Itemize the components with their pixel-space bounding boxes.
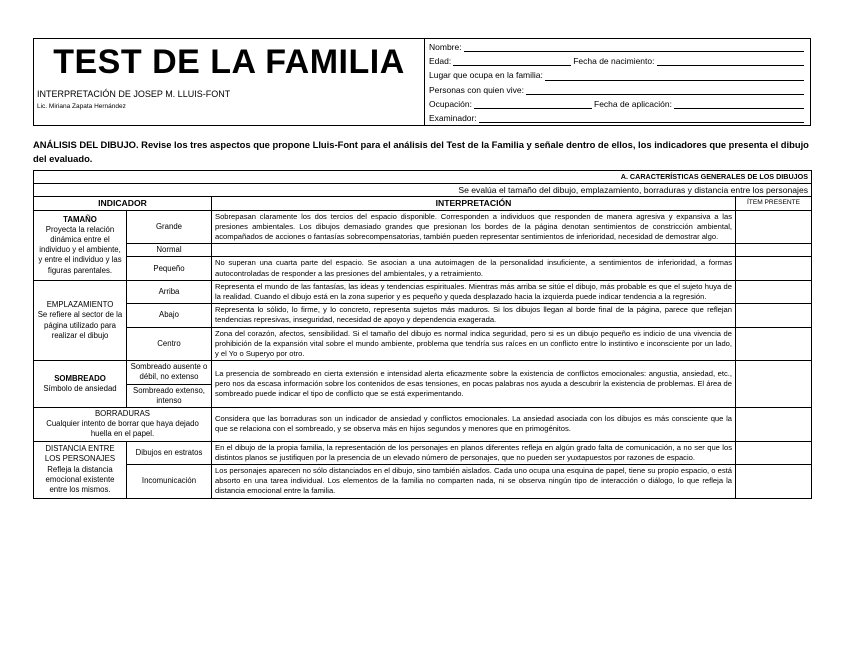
item-checkbox[interactable] [736,408,812,442]
field-label: Edad: [429,56,452,67]
subindicator-incomunicacion: Incomunicación [127,465,212,499]
indicator-distancia [34,441,127,498]
interpretation-pequeno: No superan una cuarta parte del espacio. Se asocian a una autoimagen de la personalidad insuficiente, a sentimientos de inferioridad, a formas autocontroladas de responder a las presiones del ambientales, y a retraimiento. [212,257,736,280]
section-title: A. CARACTERÍSTICAS GENERALES DE LOS DIBUJOS [34,171,812,184]
field-line[interactable] [479,114,804,123]
column-header-indicador: INDICADOR [34,197,212,210]
subindicator-grande: Grande [127,210,212,244]
subindicator-sombreado-extenso: Sombreado extenso, intenso [127,384,212,407]
interpretation-grande: Sobrepasan claramente los dos tercios del espacio disponible. Corresponden a individuos que responden de manera agresiva y expansiva a las presiones ambientales. Los dibujos demasiado grandes que presionan los bordes de la página denotan sentimientos de constricción ambiental, acompañados de acciones o fantasías sobrecompensatorias, también pueden representar sentimientos de inferioridad, necesidad de demostrar algo. [212,210,736,244]
interpretation-centro: Zona del corazón, afectos, sensibilidad. Si el tamaño del dibujo es normal indica seguridad, pero si es un dibujo pequeño es indicio de una vivencia de prohibición de la expansión vital sobre el mundo ambiente, problema que tendría sus raíces en un conflicto entre lo instintivo e inconsciente por un lado, y el Yo o Superyo por otro. [212,327,736,361]
field-lugar[interactable] [429,68,806,82]
item-checkbox[interactable] [736,257,812,280]
field-personas[interactable] [429,83,806,97]
interpretation-normal [212,244,736,257]
interpretation-incomunicacion: Los personajes aparecen no sólo distanciados en el dibujo, sino también aislados. Cada uno ocupa una esquina de papel, tiene su propio espacio, o está absorto en una tarea individual. Los elementos de la familia no comparten nada, ni se observa ningún tipo de interacción o diálogo, lo que refleja la distancia emocional entre la familia. [212,465,736,499]
patient-fields [425,39,810,125]
indicator-borraduras [34,408,212,442]
indicator-desc: Símbolo de ansiedad [43,384,117,394]
field-line[interactable] [545,72,804,81]
section-description: Se evalúa el tamaño del dibujo, emplazamiento, borraduras y distancia entre los personajes [34,184,812,197]
table-row [34,441,812,464]
field-line[interactable] [474,100,592,109]
item-checkbox[interactable] [736,361,812,408]
intro-instructions [33,138,811,166]
indicator-desc: Se refiere al sector de la página utilizado para realizar el dibujo [37,310,123,340]
field-label: Ocupación: [429,98,472,109]
field-line[interactable] [453,57,571,66]
indicator-desc: Proyecta la relación dinámica entre el individuo y el ambiente, y entre el individuo y las figuras parentales. [38,224,122,275]
section-description-row [34,184,812,197]
item-checkbox[interactable] [736,465,812,499]
item-checkbox[interactable] [736,280,812,303]
table-row [34,408,812,442]
indicator-desc: Cualquier intento de borrar que haya dejado huella en el papel. [46,419,199,439]
subindicator-centro: Centro [127,327,212,361]
interpretation-borraduras: Considera que las borraduras son un indicador de ansiedad y conflictos emocionales. La ansiedad asociada con los dibujos es más consciente que la que se relaciona con el sombreado, y se observa más en hijos segundos y menores que en primogénitos. [212,408,736,442]
indicator-title: BORRADURAS [94,409,151,419]
subindicator-pequeno: Pequeño [127,257,212,280]
field-label: Personas con quien vive: [429,84,524,95]
field-nombre[interactable] [429,40,806,54]
item-checkbox[interactable] [736,327,812,361]
header-box [33,38,811,126]
indicator-sombreado [34,361,127,408]
field-label: Fecha de nacimiento: [573,56,655,67]
subindicator-estratos: Dibujos en estratos [127,441,212,464]
intro-text: Revise los tres aspectos que propone Lluis-Font para el análisis del Test de la Familia y señale dentro de ellos, los indicadores que presenta el dibujo del evaluado. [33,139,809,164]
document-author: Lic. Miriana Zapata Hernández [37,103,126,110]
indicator-emplazamiento [34,280,127,360]
table-row [34,304,812,327]
field-edad[interactable] [429,54,806,68]
table-row [34,244,812,257]
field-label: Fecha de aplicación: [594,98,672,109]
section-title-row [34,171,812,184]
field-label: Nombre: [429,42,462,52]
table-row [34,210,812,244]
subindicator-sombreado-ausente: Sombreado ausente o débil, no extenso [127,361,212,384]
column-header-item: ÍTEM PRESENTE [736,197,812,210]
evaluation-table [33,170,812,499]
interpretation-sombreado: La presencia de sombreado en cierta extensión e intensidad alerta eficazmente sobre la existencia de conflictos emocionales: angustia, ansiedad, etc., pero nos da escasa información sobre los contenidos de esas tensiones, en pocas palabras nos ayuda a descubrir la existencia de problemas. El área de sombreado puede indicar el tipo de conflicto que se está experimentando. [212,361,736,408]
interpretation-arriba: Representa el mundo de las fantasías, las ideas y tendencias espirituales. Mientras más arriba se sitúe el dibujo, más probable es que el sujeto huya de la realidad. Cuando el dibujo está en la zona superior y es pequeño y queda desplazado hacia la izquierda puede indicar tendencia a la regresión. [212,280,736,303]
subindicator-arriba: Arriba [127,280,212,303]
interpretation-estratos: En el dibujo de la propia familia, la representación de los personajes en planos diferentes refleja en algún grado falta de comunicación, a no ser que los distintos planos se justifiquen por la presencia de un elevado número de personajes, que no pueden ser yuxtapuestos por razones de espacio. [212,441,736,464]
field-examinador[interactable] [429,111,806,125]
indicator-title: TAMAÑO [63,214,97,224]
table-row [34,327,812,361]
table-row [34,257,812,280]
subindicator-normal: Normal [127,244,212,257]
item-checkbox[interactable] [736,441,812,464]
indicator-title: EMPLAZAMIENTO [46,300,114,310]
indicator-title: SOMBREADO [54,373,106,383]
field-line[interactable] [526,86,804,95]
field-line[interactable] [657,57,805,66]
table-row [34,361,812,384]
item-checkbox[interactable] [736,244,812,257]
indicator-title: DISTANCIA ENTRE LOS PERSONAJES [44,444,116,464]
table-row [34,280,812,303]
field-label: Lugar que ocupa en la familia: [429,70,543,81]
indicator-desc: Refleja la distancia emocional existente entre los mismos. [45,464,115,494]
subindicator-abajo: Abajo [127,304,212,327]
intro-lead: ANÁLISIS DEL DIBUJO. [33,139,139,150]
field-line[interactable] [674,100,804,109]
field-label: Examinador: [429,113,477,124]
item-checkbox[interactable] [736,304,812,327]
document-subtitle: INTERPRETACIÓN DE JOSEP M. LLUIS-FONT [37,89,231,99]
header-title-panel [34,39,425,125]
column-header-row [34,197,812,210]
column-header-interpretacion: INTERPRETACIÓN [212,197,736,210]
field-ocupacion[interactable] [429,97,806,111]
indicator-tamano [34,210,127,280]
item-checkbox[interactable] [736,210,812,244]
table-row [34,465,812,499]
field-line[interactable] [464,43,804,52]
interpretation-abajo: Representa lo sólido, lo firme, y lo concreto, representa sujetos más maduros. Si los dibujos llegan al borde final de la página, parece que reflejan tendencias represivas, inseguridad, necesidad de apoyo y dependencia exagerada. [212,304,736,327]
document-title: TEST DE LA FAMILIA [53,43,405,81]
